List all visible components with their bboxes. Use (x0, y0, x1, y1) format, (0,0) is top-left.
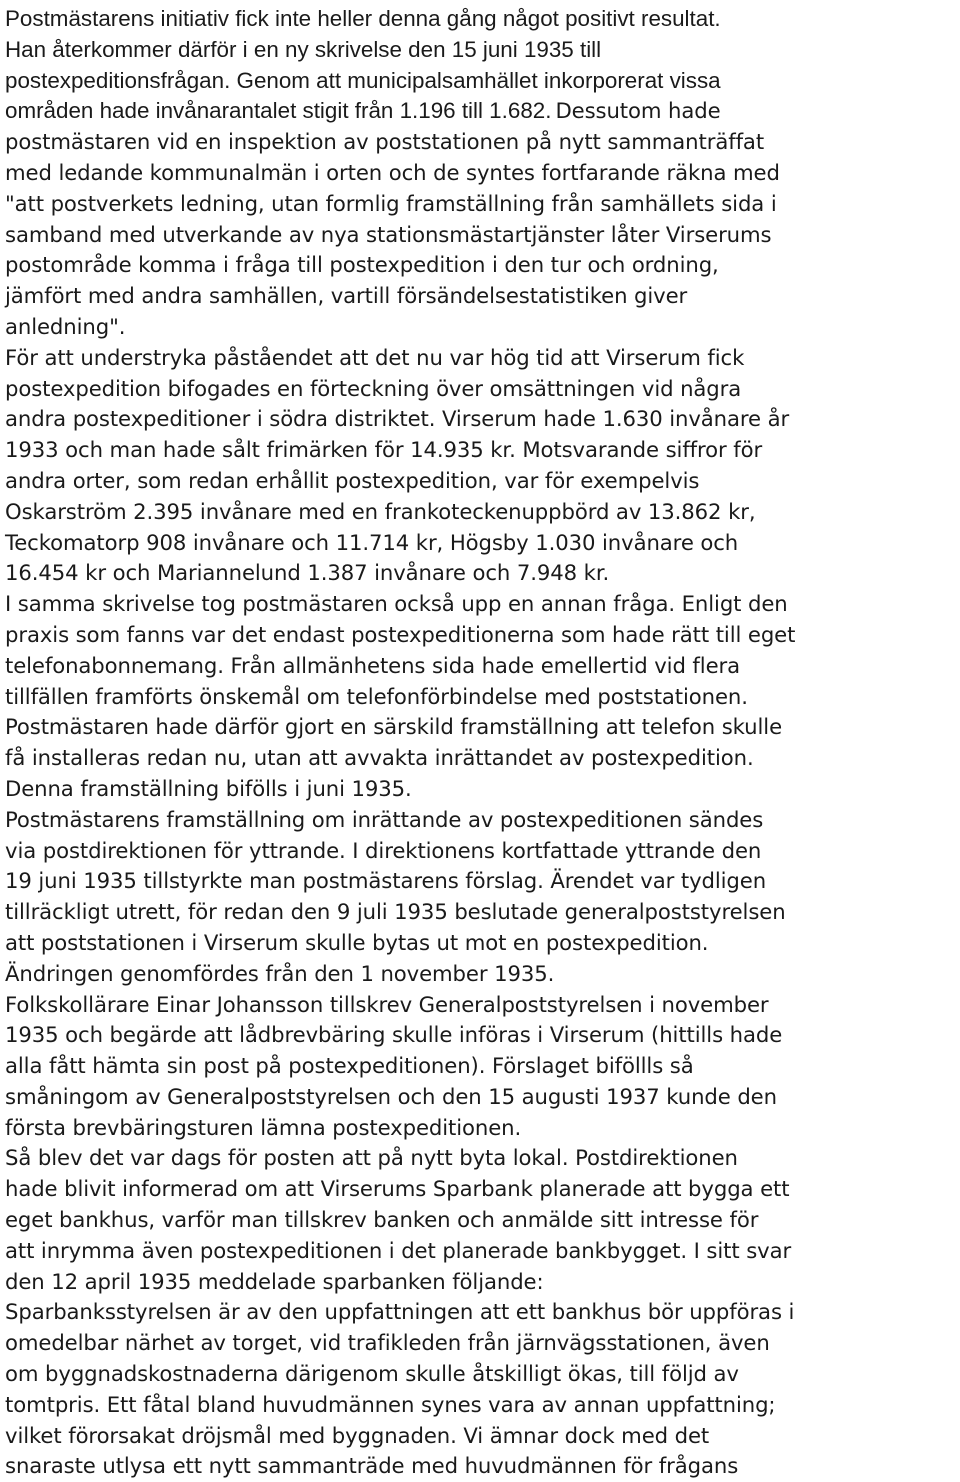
text-line: 16.454 kr och Mariannelund 1.387 invånare och 7.948 kr. (5, 560, 610, 586)
text-line: småningom av Generalpoststyrelsen och den 15 augusti 1937 kunde den (5, 1083, 777, 1109)
text-line: postexpedition bifogades en förteckning över omsättningen vid några (5, 375, 742, 401)
text-line: 19 juni 1935 tillstyrkte man postmästarens förslag. Ärendet var tydligen (5, 868, 767, 894)
text-line: telefonabonnemang. Från allmänhetens sida hade emellertid vid flera (5, 652, 741, 678)
text-line: I samma skrivelse tog postmästaren också upp en annan fråga. Enligt den (5, 591, 788, 617)
text-line: eget bankhus, varför man tillskrev banken och anmälde sitt intresse för (5, 1207, 759, 1233)
text-line: Postmästarens framställning om inrättande av postexpeditionen sändes (5, 806, 764, 832)
text-line: anledning". (5, 313, 126, 339)
text-line: 1935 och begärde att lådbrevbäring skulle införas i Virserum (hittills hade (5, 1022, 783, 1048)
text-line: postmästaren vid en inspektion av poststationen på nytt sammanträffat (5, 129, 765, 155)
text-line-mixed (5, 96, 960, 127)
text-line: med ledande kommunalmän i orten och de syntes fortfarande räkna med (5, 159, 780, 185)
text-line: att inrymma även postexpeditionen i det planerade bankbygget. I sitt svar (5, 1237, 792, 1263)
text-line: jämfört med andra samhällen, vartill försändelsestatistiken giver (5, 283, 688, 309)
text-line: tillräckligt utrett, för redan den 9 juli 1935 beslutade generalpoststyrelsen (5, 899, 786, 925)
text-line: omedelbar närhet av torget, vid trafikleden från järnvägsstationen, även (5, 1330, 770, 1356)
text-line: samband med utverkande av nya stationsmästartjänster låter Virserums (5, 221, 772, 247)
text-line: via postdirektionen för yttrande. I direktionens kortfattade yttrande den (5, 837, 762, 863)
document-body (5, 4, 960, 1482)
text-line: få installeras redan nu, utan att avvakta inrättandet av postexpedition. (5, 745, 754, 771)
text-line: postexpeditionsfrågan. Genom att municipalsamhället inkorporerat vissa (5, 67, 721, 93)
text-line: postområde komma i fråga till postexpedition i den tur och ordning, (5, 252, 719, 278)
text-line: hade blivit informerad om att Virserums Sparbank planerade att bygga ett (5, 1176, 790, 1202)
text-line: om byggnadskostnaderna därigenom skulle åtskilligt ökas, till följd av (5, 1361, 739, 1387)
text-line: den 12 april 1935 meddelade sparbanken följande: (5, 1268, 544, 1294)
text-line: tomtpris. Ett fåtal bland huvudmännen synes vara av annan uppfattning; (5, 1391, 776, 1417)
text-line: vilket förorsakat dröjsmål med byggnaden. Vi ämnar dock med det (5, 1422, 710, 1448)
text-line: "att postverkets ledning, utan formlig framställning från samhällets sida i (5, 190, 777, 216)
text-line: Denna framställning bifölls i juni 1935. (5, 775, 412, 801)
text-line: Postmästaren hade därför gjort en särskild framställning att telefon skulle (5, 714, 783, 740)
text-line: 1933 och man hade sålt frimärken för 14.935 kr. Motsvarande siffror för (5, 437, 763, 463)
text-line: att poststationen i Virserum skulle bytas ut mot en postexpedition. (5, 929, 709, 955)
text-line: andra postexpeditioner i södra distriktet. Virserum hade 1.630 invånare år (5, 406, 790, 432)
text-line: tillfällen framförts önskemål om telefonförbindelse med poststationen. (5, 683, 748, 709)
text-segment: Dessutom hade (555, 98, 721, 124)
text-line: Teckomatorp 908 invånare och 11.714 kr, Högsby 1.030 invånare och (5, 529, 739, 555)
text-line: andra orter, som redan erhållit postexpedition, var för exempelvis (5, 467, 700, 493)
text-line: snaraste utlysa ett nytt sammanträde med huvudmännen för frågans (5, 1453, 739, 1479)
text-line: Sparbanksstyrelsen är av den uppfattningen att ett bankhus bör uppföras i (5, 1299, 795, 1325)
text-segment: områden hade invånarantalet stigit från 1.196 till 1.682. (5, 98, 552, 124)
text-line: Folkskollärare Einar Johansson tillskrev Generalpoststyrelsen i november (5, 991, 769, 1017)
text-line: alla fått hämta sin post på postexpeditionen). Förslaget biföllls så (5, 1053, 694, 1079)
text-line: Postmästarens initiativ fick inte heller denna gång något positivt resultat. (5, 6, 721, 31)
text-line: praxis som fanns var det endast postexpeditionerna som hade rätt till eget (5, 621, 796, 647)
text-line: För att understryka påståendet att det nu var hög tid att Virserum fick (5, 344, 745, 370)
text-line: Ändringen genomfördes från den 1 november 1935. (5, 960, 555, 986)
text-line: Oskarström 2.395 invånare med en frankoteckenuppbörd av 13.862 kr, (5, 498, 756, 524)
text-line: Han återkommer därför i en ny skrivelse den 15 juni 1935 till (5, 36, 602, 62)
text-line: Så blev det var dags för posten att på nytt byta lokal. Postdirektionen (5, 1145, 738, 1171)
text-line: första brevbäringsturen lämna postexpeditionen. (5, 1114, 522, 1140)
